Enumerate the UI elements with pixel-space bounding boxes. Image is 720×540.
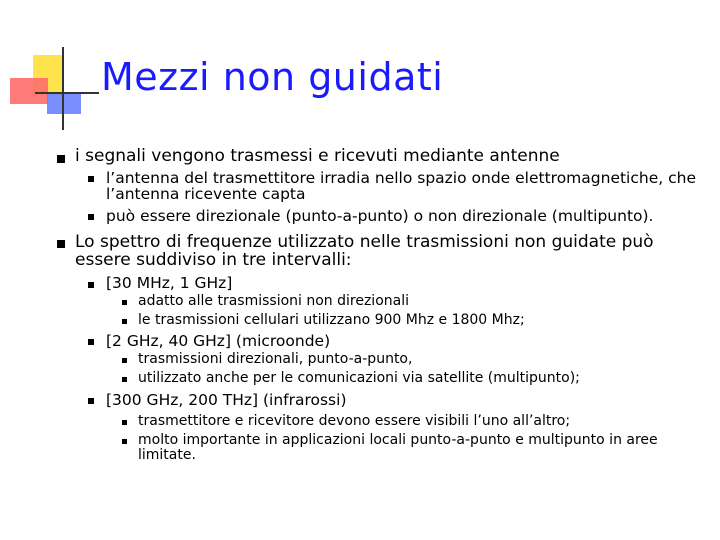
bullet-icon [122,319,127,324]
bullet-item: [30 MHz, 1 GHz] [106,274,233,292]
bullet-item: trasmissioni direzionali, punto-a-punto, [138,351,413,367]
bullet-item: le trasmissioni cellulari utilizzano 900 Mhz e 1800 Mhz; [138,312,525,328]
bullet-item: molto importante in applicazioni locali punto-a-punto e multipunto in aree limitate. [138,432,658,463]
bullet-item: [300 GHz, 200 THz] (infrarossi) [106,391,347,409]
bullet-item: può essere direzionale (punto-a-punto) o non direzionale (multipunto). [106,207,654,225]
bullet-item: utilizzato anche per le comunicazioni via satellite (multipunto); [138,370,580,386]
bullet-icon [88,176,94,182]
bullet-icon [57,155,65,163]
bullet-icon [122,439,127,444]
bullet-item: Lo spettro di frequenze utilizzato nelle trasmissioni non guidate può essere suddiviso in tre intervalli: [75,232,654,271]
slide-title: Mezzi non guidati [101,55,444,99]
bullet-item: [2 GHz, 40 GHz] (microonde) [106,332,331,350]
bullet-item: adatto alle trasmissioni non direzionali [138,293,409,309]
bullet-icon [88,214,94,220]
bullet-icon [88,398,94,404]
bullet-item: trasmettitore e ricevitore devono essere visibili l’uno all’altro; [138,413,571,429]
bullet-item: l’antenna del trasmettitore irradia nello spazio onde elettromagnetiche, che l’antenna ricevente capta [106,169,696,204]
bullet-icon [122,300,127,305]
bullet-icon [88,282,94,288]
bullet-icon [122,358,127,363]
bullet-icon [122,377,127,382]
bullet-icon [88,339,94,345]
bullet-icon [57,240,65,248]
bullet-item: i segnali vengono trasmessi e ricevuti mediante antenne [75,146,560,166]
bullet-icon [122,420,127,425]
